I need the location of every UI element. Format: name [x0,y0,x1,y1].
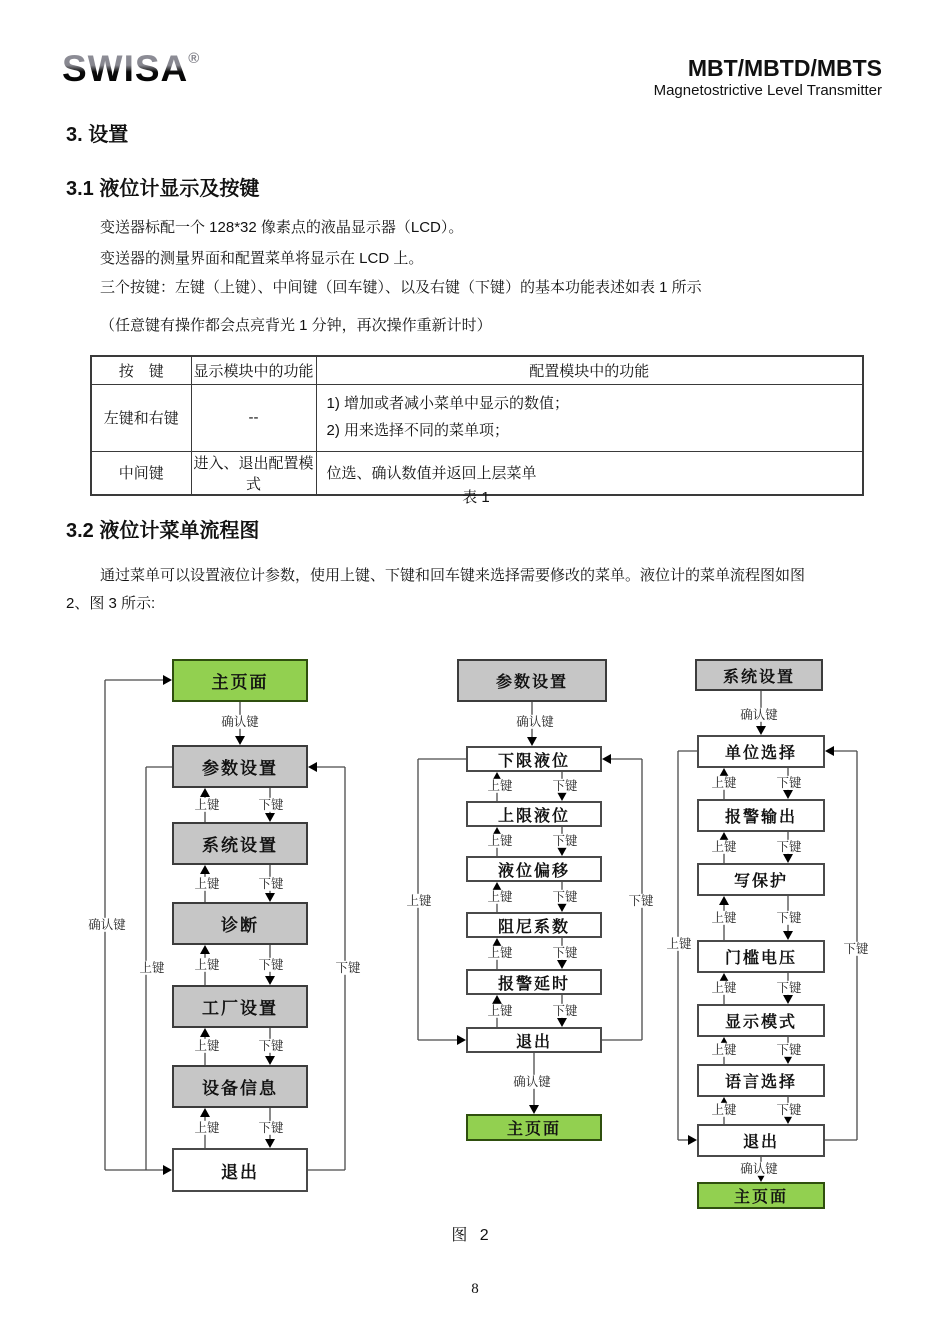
node-damping: 阻尼系数 [466,912,602,938]
cell-display-function: -- [191,384,316,451]
page-number: 8 [471,1281,479,1297]
key-label-up: 上键 [194,957,220,972]
registered-mark: ® [188,50,200,67]
key-label-up: 上键 [711,839,737,854]
node-language-select: 语言选择 [697,1064,825,1097]
paragraph-menu-flow-1: 通过菜单可以设置液位计参数，使用上键、下键和回车键来选择需要修改的菜单。液位计的菜单流程图如图 [100,567,806,584]
product-title: MBT/MBTD/MBTS [687,55,882,81]
key-label-up: 上键 [139,960,165,975]
key-label-up: 上键 [487,833,513,848]
key-label-up: 上键 [711,980,737,995]
key-label-confirm: 确认键 [88,917,126,932]
node-exit-3: 退出 [697,1124,825,1157]
logo-text: SWISA [62,48,189,89]
key-label-up: 上键 [406,893,432,908]
key-label-up: 上键 [194,876,220,891]
key-label-down: 下键 [258,957,284,972]
key-label-up: 上键 [487,945,513,960]
key-label-up: 上键 [666,936,692,951]
key-label-up: 上键 [487,889,513,904]
key-label-up: 上键 [194,1120,220,1135]
key-label-up: 上键 [711,775,737,790]
node-main-page-3: 主页面 [697,1182,825,1209]
cell-display-function: 进入、退出配置模式 [191,451,316,495]
key-label-up: 上键 [194,797,220,812]
key-label-down: 下键 [776,775,802,790]
paragraph-menu-display: 变送器的测量界面和配置菜单将显示在 LCD 上。 [100,250,424,267]
key-label-confirm: 确认键 [740,1161,778,1176]
node-exit-2: 退出 [466,1027,602,1053]
key-label-down: 下键 [628,893,654,908]
section-3-heading: 3. 设置 [66,124,129,146]
config-line-2: 2) 用来选择不同的菜单项； [326,421,510,439]
node-alarm-output: 报警输出 [697,799,825,832]
key-label-confirm: 确认键 [740,707,778,722]
key-label-confirm: 确认键 [221,714,259,729]
key-label-down: 下键 [258,797,284,812]
key-label-down: 下键 [552,945,578,960]
section-3-2-heading: 3.2 液位计菜单流程图 [66,520,260,542]
paragraph-three-keys: 三个按键：左键（上键）、中间键（回车键）、以及右键（下键）的基本功能表述如表 1 所示 [100,279,702,296]
key-label-up: 上键 [711,910,737,925]
node-level-offset: 液位偏移 [466,856,602,882]
key-label-up: 上键 [487,778,513,793]
node-upper-limit: 上限液位 [466,801,602,827]
product-subtitle: Magnetostrictive Level Transmitter [653,82,882,100]
node-exit-1: 退出 [172,1148,308,1192]
key-label-down: 下键 [258,1038,284,1053]
key-label-up: 上键 [711,1102,737,1117]
node-system-setup-menu: 系统设置 [695,659,823,691]
table-header-config-mode: 配置模块中的功能 [316,356,863,384]
table-header-key: 按 键 [91,356,191,384]
key-label-up: 上键 [711,1042,737,1057]
key-label-down: 下键 [552,1003,578,1018]
config-line-1: 1) 增加或者减小菜单中显示的数值； [326,395,570,413]
table-header-display-mode: 显示模块中的功能 [191,356,316,384]
key-label-down: 下键 [776,1042,802,1057]
key-label-down: 下键 [776,1102,802,1117]
figure-caption: 图 2 [451,1227,489,1244]
node-display-mode: 显示模式 [697,1004,825,1037]
key-label-up: 上键 [194,1038,220,1053]
node-lower-limit: 下限液位 [466,746,602,772]
key-label-up: 上键 [487,1003,513,1018]
node-diagnosis: 诊断 [172,902,308,945]
key-label-confirm: 确认键 [513,1074,551,1089]
node-main-page: 主页面 [172,659,308,702]
node-alarm-delay: 报警延时 [466,969,602,995]
key-label-down: 下键 [776,980,802,995]
key-label-down: 下键 [258,1120,284,1135]
paragraph-backlight-note: （任意键有操作都会点亮背光 1 分钟，再次操作重新计时） [100,317,492,334]
key-label-down: 下键 [552,889,578,904]
key-label-down: 下键 [258,876,284,891]
node-param-setup-menu: 参数设置 [457,659,607,702]
key-label-down: 下键 [776,910,802,925]
key-label-confirm: 确认键 [516,714,554,729]
section-3-1-heading: 3.1 液位计显示及按键 [66,178,260,200]
table-caption: 表 1 [462,489,490,506]
node-write-protect: 写保护 [697,863,825,896]
cell-config-function: 位选、确认数值并返回上层菜单 [316,451,863,495]
node-device-info: 设备信息 [172,1065,308,1108]
node-threshold-voltage: 门槛电压 [697,940,825,973]
cell-key: 左键和右键 [91,384,191,451]
node-param-setup: 参数设置 [172,745,308,788]
node-system-setup: 系统设置 [172,822,308,865]
key-label-down: 下键 [335,960,361,975]
cell-key: 中间键 [91,451,191,495]
key-label-down: 下键 [552,778,578,793]
key-label-down: 下键 [552,833,578,848]
key-label-down: 下键 [776,839,802,854]
key-label-down: 下键 [843,941,869,956]
node-unit-select: 单位选择 [697,735,825,768]
paragraph-menu-flow-2: 2、图 3 所示: [66,595,156,612]
node-main-page-2: 主页面 [466,1114,602,1141]
node-factory-setup: 工厂设置 [172,985,308,1028]
paragraph-lcd: 变送器标配一个 128*32 像素点的液晶显示器（LCD）。 [100,219,464,236]
